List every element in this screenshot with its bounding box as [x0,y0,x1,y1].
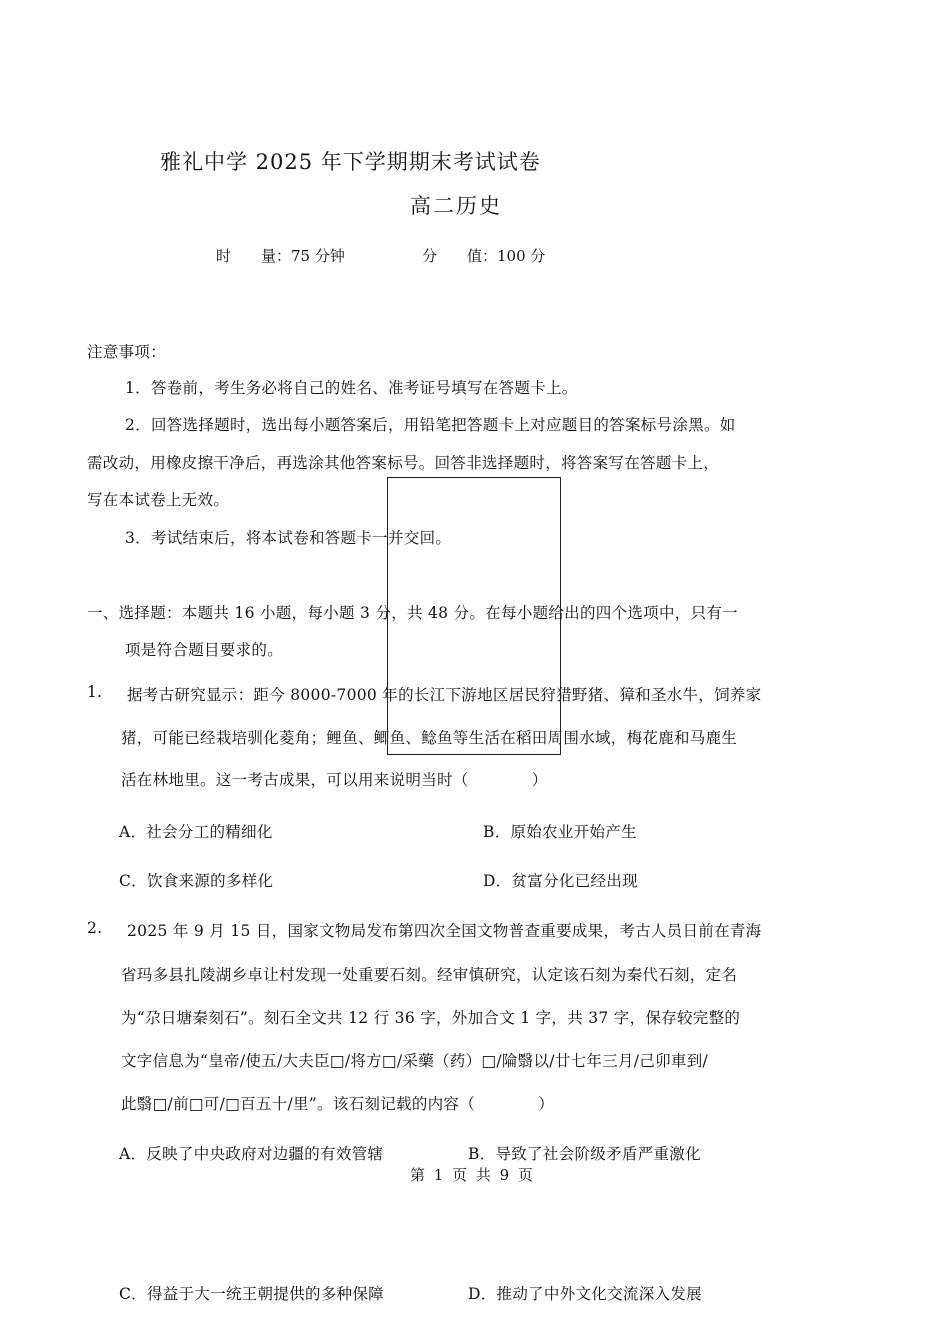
q1-stem-line-1: 据考古研究显示：距今 8000-7000 年的长江下游地区居民狩猎野猪、獐和圣水牛，饲养家 [127,686,762,704]
section-heading-line-1: 一、选择题：本题共 16 小题，每小题 3 分，共 48 分。在每小题给出的四个选项中，只有一 [87,604,738,622]
overlay-rectangle [387,477,561,755]
exam-time: 时 量：75 分钟 [216,247,345,265]
q1-option-d: D．贫富分化已经出现 [483,872,638,890]
exam-title: 雅礼中学 2025 年下学期期末考试试卷 [160,150,541,174]
exam-subject: 高二历史 [410,194,502,218]
notes-item-2-line-1: 2．回答选择题时，选出每小题答案后，用铅笔把答题卡上对应题目的答案标号涂黑。如 [125,416,736,434]
notes-item-2-line-2: 需改动，用橡皮擦干净后，再选涂其他答案标号。回答非选择题时，将答案写在答题卡上， [87,454,720,472]
page-number: 第 1 页 共 9 页 [410,1166,535,1184]
q2-option-a: A．反映了中央政府对边疆的有效管辖 [119,1145,384,1163]
q2-stem-line-1: 2025 年 9 月 15 日，国家文物局发布第四次全国文物普查重要成果，考古人员日前在青海 [127,922,762,940]
q1-number: 1. [87,683,103,701]
q2-stem-line-2: 省玛多县扎陵湖乡卓让村发现一处重要石刻。经审慎研究，认定该石刻为秦代石刻，定名 [121,966,738,984]
notes-item-1: 1．答卷前，考生务必将自己的姓名、准考证号填写在答题卡上。 [125,379,578,397]
q2-stem-line-3: 为“尕日塘秦刻石”。刻石全文共 12 行 36 字，外加合文 1 字，共 37 字，保存较完整的 [121,1009,741,1027]
q1-option-c: C．饮食来源的多样化 [119,872,274,890]
q1-option-b: B．原始农业开始产生 [483,823,637,841]
notes-item-2-line-3: 写在本试卷上无效。 [87,491,230,509]
exam-score: 分 值：100 分 [422,247,546,265]
q1-option-a: A．社会分工的精细化 [119,823,273,841]
q2-stem-line-4: 文字信息为“皇帝/使五/大夫臣□/将方□/采藥（药）□/陯翳以/廿七年三月/己卯車到/ [121,1052,709,1070]
q2-option-b: B．导致了社会阶级矛盾严重激化 [468,1145,701,1163]
q2-number: 2. [87,919,103,937]
q2-option-d: D．推动了中外文化交流深入发展 [468,1285,702,1303]
q2-stem-line-5: 此翳□/前□可/□百五十/里”。该石刻记载的内容（ ） [121,1095,555,1113]
q2-option-c: C．得益于大一统王朝提供的多种保障 [119,1285,384,1303]
notes-item-3: 3．考试结束后，将本试卷和答题卡一并交回。 [125,529,452,547]
q1-stem-line-2: 猪，可能已经栽培驯化菱角；鲤鱼、鲫鱼、鲶鱼等生活在稻田周围水域，梅花鹿和马鹿生 [121,729,738,747]
notes-heading: 注意事项： [87,343,167,361]
q1-stem-line-3: 活在林地里。这一考古成果，可以用来说明当时（ ） [121,771,548,789]
section-heading-line-2: 项是符合题目要求的。 [125,641,284,659]
